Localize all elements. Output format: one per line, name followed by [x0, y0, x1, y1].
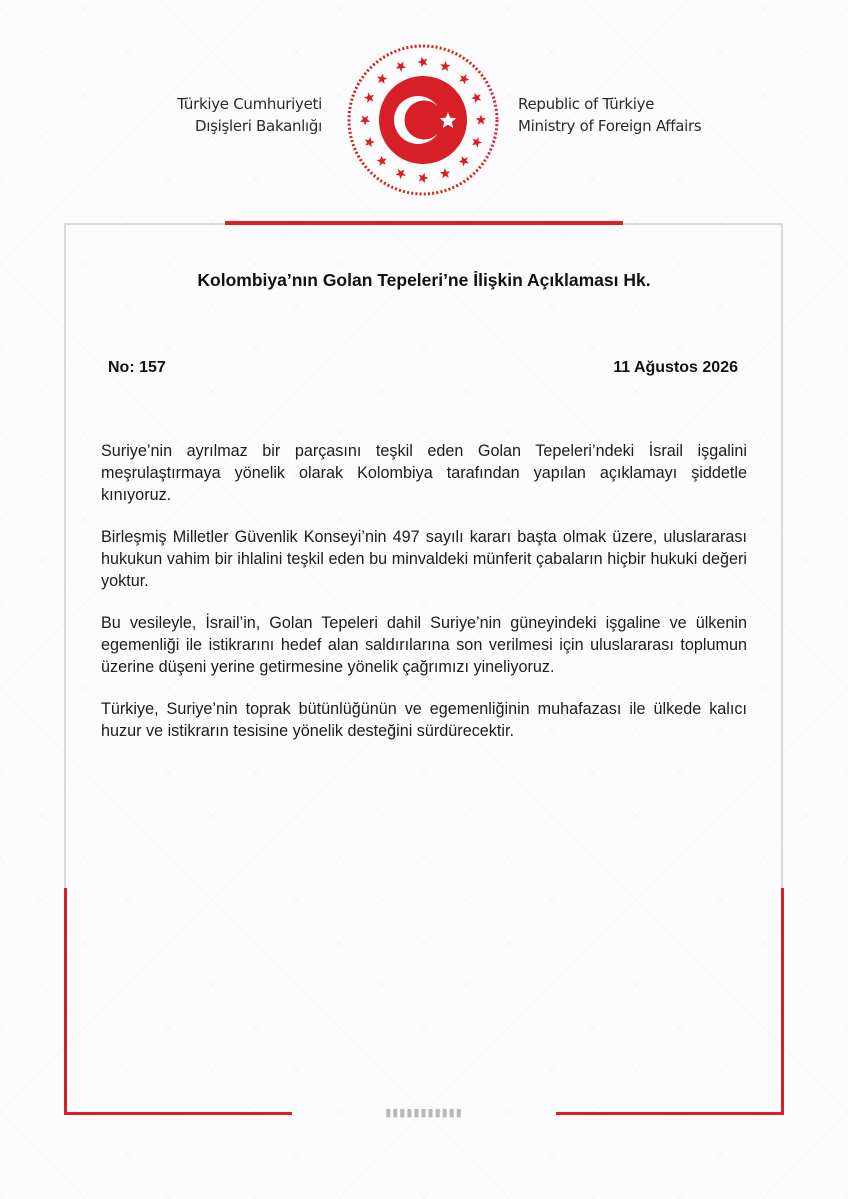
emblem-star-icon [395, 169, 405, 179]
body-paragraph: Türkiye, Suriye’nin toprak bütünlüğünün ve egemenliğinin muhafazası ile ülkede kalıcı huzur ve istikrarın tesisine yönelik desteğini sürdürecektir. [101, 700, 747, 740]
header-right-line2: Ministry of Foreign Affairs [518, 117, 702, 135]
emblem-star-icon [440, 168, 450, 178]
emblem-star-icon [365, 137, 375, 147]
frame-bottom-right-red-line [556, 1112, 784, 1115]
frame-top-left-line [64, 223, 226, 225]
document-date: 11 Ağustos 2026 [613, 359, 738, 376]
emblem-star-icon [472, 137, 482, 147]
emblem-star-icon [476, 115, 486, 125]
document-number: No: 157 [108, 359, 166, 376]
header-turkish-name [150, 93, 322, 137]
emblem-star-icon [377, 156, 387, 166]
emblem-star-icon [459, 74, 469, 84]
header-left-line1: Türkiye Cumhuriyeti [177, 95, 322, 113]
body-paragraph: Birleşmiş Milletler Güvenlik Konseyi’nin 497 sayılı kararı başta olmak üzere, uluslararası hukukun vahim bir ihlalini teşkil eden bu minvaldeki münferit çabaların hiçbir hukuki değeri yoktur. [101, 528, 747, 590]
emblem-star-icon [377, 74, 387, 84]
frame-left-red-line [64, 888, 67, 1115]
frame-top-right-line [622, 223, 783, 225]
emblem-star-icon [360, 116, 370, 126]
emblem-star-icon [471, 93, 481, 103]
emblem-star-icon [364, 92, 374, 102]
body-paragraph: Bu vesileyle, İsrail’in, Golan Tepeleri dahil Suriye’nin güneyindeki işgaline ve ülkenin egemenliği ile istikrarını hedef alan saldırılarına son verilmesi için uluslararası toplumun üzerine düşeni yerine getirmesine yönelik çağrımızı yineliyoruz. [101, 614, 747, 676]
emblem-star-icon [396, 62, 406, 72]
emblem-star-icon [419, 173, 429, 183]
header-left-line2: Dışişleri Bakanlığı [195, 117, 322, 135]
frame-right-red-line [781, 888, 784, 1115]
header-right-line1: Republic of Türkiye [518, 95, 655, 113]
frame-bottom-left-red-line [64, 1112, 292, 1115]
document-title: Kolombiya’nın Golan Tepeleri’ne İlişkin Açıklaması Hk. [197, 270, 651, 290]
header-english-name [518, 93, 738, 137]
emblem-star-icon [418, 57, 428, 67]
emblem-star-icon [440, 61, 450, 71]
footer-watermark: ▮▮▮▮▮▮▮▮▮▮▮ [385, 1106, 463, 1119]
emblem-star-icon [459, 156, 469, 166]
document-body [101, 440, 747, 762]
frame-right-line [781, 223, 783, 888]
frame-left-line [64, 223, 66, 888]
body-paragraph: Suriye’nin ayrılmaz bir parçasını teşkil eden Golan Tepeleri’ndeki İsrail işgalini meşrulaştırmaya yönelik olarak Kolombiya tarafından yapılan açıklamayı şiddetle kınıyoruz. [101, 442, 747, 504]
turkish-mfa-emblem-icon [345, 42, 501, 198]
header-red-divider [225, 221, 623, 225]
